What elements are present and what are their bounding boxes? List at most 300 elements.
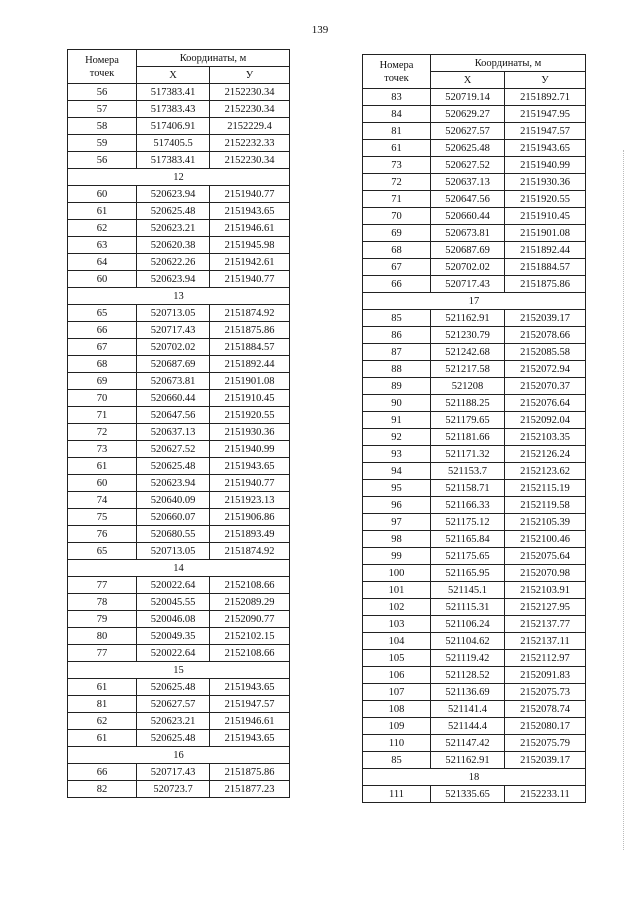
point-number-cell: 78	[68, 594, 137, 611]
x-coordinate-cell: 521175.12	[431, 514, 505, 531]
x-coordinate-cell: 521166.33	[431, 497, 505, 514]
table-row	[68, 458, 290, 475]
y-coordinate-cell: 2152080.17	[505, 718, 586, 735]
table-row	[363, 395, 586, 412]
y-coordinate-cell: 2152232.33	[210, 135, 290, 152]
table-row	[363, 548, 586, 565]
point-number-cell: 83	[363, 89, 431, 106]
y-coordinate-cell: 2151901.08	[210, 373, 290, 390]
y-coordinate-cell: 2151875.86	[210, 322, 290, 339]
y-coordinate-cell: 2151920.55	[505, 191, 586, 208]
x-coordinate-cell: 520623.21	[137, 713, 210, 730]
section-row	[68, 560, 290, 577]
point-number-cell: 68	[68, 356, 137, 373]
point-number-cell: 69	[68, 373, 137, 390]
table-row	[68, 322, 290, 339]
x-coordinate-cell: 520625.48	[137, 458, 210, 475]
y-coordinate-cell: 2151910.45	[505, 208, 586, 225]
x-coordinate-cell: 521119.42	[431, 650, 505, 667]
point-number-cell: 61	[68, 730, 137, 747]
x-coordinate-cell: 521179.65	[431, 412, 505, 429]
point-number-cell: 67	[363, 259, 431, 276]
y-coordinate-cell: 2152229.4	[210, 118, 290, 135]
table-row	[68, 390, 290, 407]
point-number-cell: 65	[68, 543, 137, 560]
section-row	[363, 293, 586, 310]
point-number-cell: 70	[363, 208, 431, 225]
table-row	[68, 628, 290, 645]
x-coordinate-cell: 521104.62	[431, 633, 505, 650]
y-coordinate-cell: 2152119.58	[505, 497, 586, 514]
table-row	[363, 480, 586, 497]
point-number-cell: 98	[363, 531, 431, 548]
point-number-cell: 63	[68, 237, 137, 254]
point-number-cell: 65	[68, 305, 137, 322]
x-coordinate-cell: 520049.35	[137, 628, 210, 645]
table-row	[68, 135, 290, 152]
x-coordinate-cell: 520640.09	[137, 492, 210, 509]
table-row	[68, 152, 290, 169]
point-number-cell: 99	[363, 548, 431, 565]
point-number-cell: 109	[363, 718, 431, 735]
y-coordinate-cell: 2151906.86	[210, 509, 290, 526]
table-row	[363, 225, 586, 242]
y-coordinate-cell: 2152089.29	[210, 594, 290, 611]
section-number: 17	[363, 293, 586, 310]
x-coordinate-cell: 521106.24	[431, 616, 505, 633]
point-number-cell: 75	[68, 509, 137, 526]
point-number-cell: 74	[68, 492, 137, 509]
y-coordinate-cell: 2151892.44	[505, 242, 586, 259]
point-number-cell: 86	[363, 327, 431, 344]
point-number-cell: 90	[363, 395, 431, 412]
point-number-cell: 81	[68, 696, 137, 713]
table-row	[68, 509, 290, 526]
y-coordinate-cell: 2151893.49	[210, 526, 290, 543]
y-coordinate-cell: 2152230.34	[210, 101, 290, 118]
point-number-cell: 61	[68, 203, 137, 220]
point-number-cell: 81	[363, 123, 431, 140]
y-coordinate-cell: 2151943.65	[210, 203, 290, 220]
y-coordinate-cell: 2152039.17	[505, 752, 586, 769]
x-coordinate-cell: 521162.91	[431, 752, 505, 769]
x-coordinate-cell: 520660.44	[431, 208, 505, 225]
table-row	[68, 254, 290, 271]
point-number-cell: 110	[363, 735, 431, 752]
table-row	[68, 237, 290, 254]
x-coordinate-cell: 521188.25	[431, 395, 505, 412]
y-header: У	[505, 72, 586, 89]
x-coordinate-cell: 517405.5	[137, 135, 210, 152]
x-coordinate-cell: 521153.7	[431, 463, 505, 480]
table-row	[68, 475, 290, 492]
y-coordinate-cell: 2151940.77	[210, 475, 290, 492]
section-row	[68, 662, 290, 679]
table-row	[363, 565, 586, 582]
x-coordinate-cell: 521175.65	[431, 548, 505, 565]
y-coordinate-cell: 2151946.61	[210, 713, 290, 730]
y-coordinate-cell: 2152137.77	[505, 616, 586, 633]
point-number-cell: 59	[68, 135, 137, 152]
x-coordinate-cell: 520687.69	[137, 356, 210, 373]
table-row	[363, 259, 586, 276]
page-number: 139	[311, 24, 329, 36]
point-number-cell: 70	[68, 390, 137, 407]
x-coordinate-cell: 521115.31	[431, 599, 505, 616]
point-number-cell: 77	[68, 577, 137, 594]
table-row	[68, 424, 290, 441]
point-number-cell: 58	[68, 118, 137, 135]
table-row	[363, 650, 586, 667]
x-coordinate-cell: 520637.13	[431, 174, 505, 191]
section-number: 15	[68, 662, 290, 679]
table-row	[68, 441, 290, 458]
y-coordinate-cell: 2151940.99	[505, 157, 586, 174]
y-coordinate-cell: 2152039.17	[505, 310, 586, 327]
point-number-cell: 79	[68, 611, 137, 628]
section-number: 12	[68, 169, 290, 186]
y-coordinate-cell: 2151943.65	[210, 730, 290, 747]
table-row	[68, 764, 290, 781]
x-coordinate-cell: 520680.55	[137, 526, 210, 543]
point-number-cell: 67	[68, 339, 137, 356]
point-number-cell: 60	[68, 186, 137, 203]
table-row	[68, 186, 290, 203]
point-number-cell: 56	[68, 84, 137, 101]
point-number-cell: 108	[363, 701, 431, 718]
point-number-cell: 94	[363, 463, 431, 480]
x-coordinate-cell: 521147.42	[431, 735, 505, 752]
x-header: X	[431, 72, 505, 89]
point-number-cell: 85	[363, 752, 431, 769]
table-row	[363, 327, 586, 344]
y-coordinate-cell: 2151875.86	[505, 276, 586, 293]
y-coordinate-cell: 2151910.45	[210, 390, 290, 407]
point-number-cell: 71	[68, 407, 137, 424]
y-coordinate-cell: 2151943.65	[210, 458, 290, 475]
point-number-cell: 97	[363, 514, 431, 531]
table-row	[363, 718, 586, 735]
table-row	[363, 361, 586, 378]
point-number-cell: 73	[363, 157, 431, 174]
x-coordinate-cell: 521230.79	[431, 327, 505, 344]
table-row	[363, 140, 586, 157]
point-number-cell: 69	[363, 225, 431, 242]
table-row	[363, 191, 586, 208]
x-coordinate-cell: 520623.94	[137, 186, 210, 203]
right-table-body	[363, 89, 586, 803]
table-row	[363, 684, 586, 701]
table-row	[363, 667, 586, 684]
y-coordinate-cell: 2152103.91	[505, 582, 586, 599]
y-coordinate-cell: 2152100.46	[505, 531, 586, 548]
point-number-cell: 82	[68, 781, 137, 798]
x-coordinate-cell: 517406.91	[137, 118, 210, 135]
y-coordinate-cell: 2152070.98	[505, 565, 586, 582]
y-coordinate-cell: 2151940.99	[210, 441, 290, 458]
table-row	[363, 344, 586, 361]
y-coordinate-cell: 2152091.83	[505, 667, 586, 684]
table-row	[68, 730, 290, 747]
y-coordinate-cell: 2152126.24	[505, 446, 586, 463]
x-coordinate-cell: 520647.56	[137, 407, 210, 424]
point-number-cell: 111	[363, 786, 431, 803]
table-row	[68, 594, 290, 611]
point-number-cell: 57	[68, 101, 137, 118]
x-coordinate-cell: 520046.08	[137, 611, 210, 628]
point-number-cell: 105	[363, 650, 431, 667]
x-coordinate-cell: 520673.81	[431, 225, 505, 242]
x-coordinate-cell: 521128.52	[431, 667, 505, 684]
table-row	[363, 89, 586, 106]
table-row	[68, 118, 290, 135]
x-coordinate-cell: 520045.55	[137, 594, 210, 611]
table-row	[68, 492, 290, 509]
x-coordinate-cell: 520717.43	[431, 276, 505, 293]
x-coordinate-cell: 520647.56	[431, 191, 505, 208]
x-coordinate-cell: 521162.91	[431, 310, 505, 327]
point-number-cell: 106	[363, 667, 431, 684]
point-number-cell: 93	[363, 446, 431, 463]
section-number: 13	[68, 288, 290, 305]
x-coordinate-cell: 520620.38	[137, 237, 210, 254]
y-coordinate-cell: 2151940.77	[210, 186, 290, 203]
table-row	[363, 242, 586, 259]
section-number: 18	[363, 769, 586, 786]
section-row	[68, 747, 290, 764]
y-coordinate-cell: 2151947.57	[505, 123, 586, 140]
y-coordinate-cell: 2152078.66	[505, 327, 586, 344]
point-number-cell: 71	[363, 191, 431, 208]
y-coordinate-cell: 2152123.62	[505, 463, 586, 480]
x-coordinate-cell: 521335.65	[431, 786, 505, 803]
x-coordinate-cell: 520627.52	[431, 157, 505, 174]
y-coordinate-cell: 2151920.55	[210, 407, 290, 424]
x-coordinate-cell: 517383.41	[137, 84, 210, 101]
x-coordinate-cell: 520022.64	[137, 645, 210, 662]
point-number-cell: 72	[363, 174, 431, 191]
y-coordinate-cell: 2152090.77	[210, 611, 290, 628]
x-coordinate-cell: 521141.4	[431, 701, 505, 718]
table-row	[363, 701, 586, 718]
y-coordinate-cell: 2152078.74	[505, 701, 586, 718]
coordinates-table-left	[67, 49, 290, 798]
y-coordinate-cell: 2152085.58	[505, 344, 586, 361]
y-coordinate-cell: 2151874.92	[210, 543, 290, 560]
table-row	[363, 123, 586, 140]
x-coordinate-cell: 520623.21	[137, 220, 210, 237]
x-coordinate-cell: 520625.48	[137, 679, 210, 696]
x-coordinate-cell: 521165.95	[431, 565, 505, 582]
section-number: 14	[68, 560, 290, 577]
coordinates-header: Координаты, м	[431, 55, 586, 72]
table-row	[68, 84, 290, 101]
y-coordinate-cell: 2151947.95	[505, 106, 586, 123]
table-row	[68, 271, 290, 288]
table-row	[363, 582, 586, 599]
point-number-cell: 84	[363, 106, 431, 123]
x-coordinate-cell: 520623.94	[137, 475, 210, 492]
y-coordinate-cell: 2151892.71	[505, 89, 586, 106]
table-row	[68, 713, 290, 730]
x-coordinate-cell: 517383.43	[137, 101, 210, 118]
x-coordinate-cell: 520719.14	[431, 89, 505, 106]
y-coordinate-cell: 2151923.13	[210, 492, 290, 509]
table-row	[68, 679, 290, 696]
x-coordinate-cell: 520622.26	[137, 254, 210, 271]
point-number-cell: 61	[68, 458, 137, 475]
x-coordinate-cell: 520673.81	[137, 373, 210, 390]
point-number-cell: 95	[363, 480, 431, 497]
point-number-cell: 60	[68, 271, 137, 288]
table-row	[68, 203, 290, 220]
table-row	[363, 616, 586, 633]
table-row	[68, 526, 290, 543]
table-row	[68, 339, 290, 356]
y-coordinate-cell: 2151943.65	[210, 679, 290, 696]
table-row	[363, 157, 586, 174]
section-row	[363, 769, 586, 786]
x-coordinate-cell: 520717.43	[137, 322, 210, 339]
y-coordinate-cell: 2152108.66	[210, 577, 290, 594]
table-row	[68, 543, 290, 560]
x-coordinate-cell: 521242.68	[431, 344, 505, 361]
point-number-cell: 62	[68, 713, 137, 730]
y-coordinate-cell: 2152103.35	[505, 429, 586, 446]
table-row	[68, 407, 290, 424]
table-row	[68, 611, 290, 628]
x-coordinate-cell: 520660.07	[137, 509, 210, 526]
y-coordinate-cell: 2151892.44	[210, 356, 290, 373]
table-row	[68, 101, 290, 118]
point-number-cell: 103	[363, 616, 431, 633]
point-number-cell: 66	[68, 764, 137, 781]
y-coordinate-cell: 2151947.57	[210, 696, 290, 713]
x-coordinate-cell: 520637.13	[137, 424, 210, 441]
point-number-cell: 80	[68, 628, 137, 645]
x-coordinate-cell: 520702.02	[431, 259, 505, 276]
y-coordinate-cell: 2152075.73	[505, 684, 586, 701]
point-number-cell: 76	[68, 526, 137, 543]
y-coordinate-cell: 2152137.11	[505, 633, 586, 650]
point-number-cell: 100	[363, 565, 431, 582]
y-coordinate-cell: 2151943.65	[505, 140, 586, 157]
point-number-cell: 87	[363, 344, 431, 361]
table-row	[68, 356, 290, 373]
x-coordinate-cell: 521217.58	[431, 361, 505, 378]
point-number-cell: 77	[68, 645, 137, 662]
section-row	[68, 169, 290, 186]
y-coordinate-cell: 2151942.61	[210, 254, 290, 271]
table-row	[363, 463, 586, 480]
y-coordinate-cell: 2152127.95	[505, 599, 586, 616]
y-coordinate-cell: 2152230.34	[210, 84, 290, 101]
point-number-cell: 72	[68, 424, 137, 441]
table-row	[363, 735, 586, 752]
x-coordinate-cell: 520629.27	[431, 106, 505, 123]
point-number-cell: 102	[363, 599, 431, 616]
point-number-cell: 68	[363, 242, 431, 259]
y-coordinate-cell: 2151901.08	[505, 225, 586, 242]
point-number-cell: 60	[68, 475, 137, 492]
y-coordinate-cell: 2152092.04	[505, 412, 586, 429]
point-number-cell: 66	[68, 322, 137, 339]
y-coordinate-cell: 2152230.34	[210, 152, 290, 169]
table-row	[68, 645, 290, 662]
point-number-cell: 62	[68, 220, 137, 237]
x-coordinate-cell: 521171.32	[431, 446, 505, 463]
table-row	[363, 752, 586, 769]
table-row	[68, 781, 290, 798]
table-row	[363, 429, 586, 446]
x-coordinate-cell: 520660.44	[137, 390, 210, 407]
table-row	[68, 305, 290, 322]
table-row	[363, 412, 586, 429]
coordinates-header: Координаты, м	[137, 50, 290, 67]
point-number-cell: 61	[363, 140, 431, 157]
point-number-cell: 96	[363, 497, 431, 514]
x-coordinate-cell: 521158.71	[431, 480, 505, 497]
table-row	[363, 497, 586, 514]
y-coordinate-cell: 2151930.36	[210, 424, 290, 441]
x-coordinate-cell: 520625.48	[137, 730, 210, 747]
point-number-cell: 92	[363, 429, 431, 446]
point-number-cell: 101	[363, 582, 431, 599]
point-number-cell: 88	[363, 361, 431, 378]
y-coordinate-cell: 2152115.19	[505, 480, 586, 497]
y-coordinate-cell: 2151884.57	[505, 259, 586, 276]
y-coordinate-cell: 2151946.61	[210, 220, 290, 237]
x-coordinate-cell: 521165.84	[431, 531, 505, 548]
coordinates-table-right	[362, 54, 586, 803]
x-header: X	[137, 67, 210, 84]
point-number-cell: 61	[68, 679, 137, 696]
x-coordinate-cell: 520627.52	[137, 441, 210, 458]
x-coordinate-cell: 517383.41	[137, 152, 210, 169]
y-coordinate-cell: 2152108.66	[210, 645, 290, 662]
x-coordinate-cell: 520627.57	[137, 696, 210, 713]
point-number-cell: 66	[363, 276, 431, 293]
points-header: Номера точек	[363, 55, 431, 89]
y-coordinate-cell: 2152233.11	[505, 786, 586, 803]
x-coordinate-cell: 521145.1	[431, 582, 505, 599]
y-coordinate-cell: 2152072.94	[505, 361, 586, 378]
y-coordinate-cell: 2152102.15	[210, 628, 290, 645]
x-coordinate-cell: 520713.05	[137, 543, 210, 560]
table-row	[68, 696, 290, 713]
x-coordinate-cell: 520022.64	[137, 577, 210, 594]
point-number-cell: 73	[68, 441, 137, 458]
y-coordinate-cell: 2151874.92	[210, 305, 290, 322]
x-coordinate-cell: 520627.57	[431, 123, 505, 140]
table-row	[363, 310, 586, 327]
point-number-cell: 56	[68, 152, 137, 169]
table-row	[363, 378, 586, 395]
point-number-cell: 64	[68, 254, 137, 271]
x-coordinate-cell: 520625.48	[137, 203, 210, 220]
y-coordinate-cell: 2151945.98	[210, 237, 290, 254]
table-row	[363, 276, 586, 293]
x-coordinate-cell: 520702.02	[137, 339, 210, 356]
left-table-body	[68, 84, 290, 798]
point-number-cell: 89	[363, 378, 431, 395]
y-coordinate-cell: 2152075.64	[505, 548, 586, 565]
table-row	[363, 786, 586, 803]
x-coordinate-cell: 520623.94	[137, 271, 210, 288]
x-coordinate-cell: 521144.4	[431, 718, 505, 735]
table-row	[363, 514, 586, 531]
table-row	[68, 577, 290, 594]
